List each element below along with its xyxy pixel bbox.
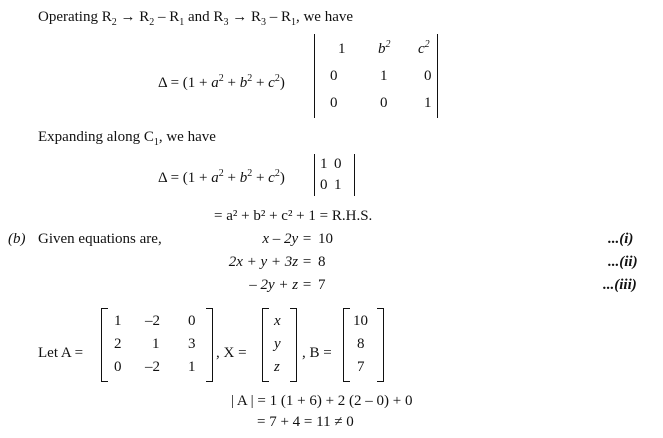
equation-3-tag: ...(iii) (603, 277, 637, 293)
det1-cell: $b^2$ (378, 39, 391, 57)
det1-cell: 1 (380, 68, 388, 84)
det-a-line-2: = 7 + 4 = 11 ≠ 0 (257, 414, 354, 430)
matrix-x-cell: x (274, 313, 281, 329)
det1-right-bar (437, 34, 438, 118)
det1-cell: 0 (424, 68, 432, 84)
det2-left-bar (314, 154, 315, 196)
result-line: = a² + b² + c² + 1 = R.H.S. (214, 208, 373, 224)
delta-expression-2: $\Delta = (1 + a^2 + b^2 + c^2)$ (158, 168, 285, 186)
equation-2-lhs: 2x + y + 3z = (228, 254, 312, 270)
matrix-x-cell: z (274, 359, 280, 375)
equation-1-lhs: x – 2y = (262, 231, 312, 247)
matrix-x-cell: y (274, 336, 281, 352)
operating-line: Operating $R_2 \to R_2 - R_1$ and $R_3 \to R_3 - R_1$, we have (38, 9, 354, 28)
matrix-x-left-bracket (262, 308, 269, 382)
delta-expression-1: $\Delta = (1 + a^2 + b^2 + c^2)$ (158, 73, 285, 91)
matrix-a-cell: 0 (114, 359, 122, 375)
matrix-b-right-bracket (377, 308, 384, 382)
det2-cell: 0 (334, 156, 342, 172)
matrix-a-cell: 0 (188, 313, 196, 329)
det2-cell: 1 (320, 156, 328, 172)
equation-2-rhs: 8 (318, 254, 326, 270)
det1-cell: 1 (338, 41, 346, 57)
matrix-x-right-bracket (290, 308, 297, 382)
let-x-label: , X = (216, 345, 247, 361)
det2-cell: 0 (320, 177, 328, 193)
matrix-a-right-bracket (206, 308, 213, 382)
matrix-b-cell: 8 (357, 336, 365, 352)
matrix-a-cell: 1 (114, 313, 122, 329)
expanding-line: Expanding along $C_1$, we have (38, 129, 216, 148)
let-b-label: , B = (302, 345, 332, 361)
equation-1-rhs: 10 (318, 231, 333, 247)
equation-2-tag: ...(ii) (608, 254, 638, 270)
det1-cell: 0 (330, 95, 338, 111)
det2-right-bar (354, 154, 355, 196)
matrix-b-left-bracket (343, 308, 350, 382)
det1-cell: 1 (424, 95, 432, 111)
matrix-a-cell: 2 (114, 336, 122, 352)
matrix-a-cell: 1 (152, 336, 160, 352)
equation-3-lhs: – 2y + z = (249, 277, 312, 293)
det-a-line-1: | A | = 1 (1 + 6) + 2 (2 – 0) + 0 (231, 393, 413, 409)
equation-3-rhs: 7 (318, 277, 326, 293)
matrix-a-cell: –2 (145, 313, 160, 329)
matrix-a-left-bracket (101, 308, 108, 382)
matrix-a-cell: 3 (188, 336, 196, 352)
det1-cell: 0 (380, 95, 388, 111)
let-a-label: Let A = (38, 345, 84, 361)
det1-cell: $c^2$ (418, 39, 430, 57)
matrix-a-cell: 1 (188, 359, 196, 375)
part-b-intro: Given equations are, (38, 231, 162, 247)
matrix-b-cell: 7 (357, 359, 365, 375)
matrix-a-cell: –2 (145, 359, 160, 375)
part-b-label: (b) (8, 231, 26, 247)
equation-1-tag: ...(i) (608, 231, 634, 247)
matrix-b-cell: 10 (353, 313, 368, 329)
det1-left-bar (314, 34, 315, 118)
det2-cell: 1 (334, 177, 342, 193)
det1-cell: 0 (330, 68, 338, 84)
